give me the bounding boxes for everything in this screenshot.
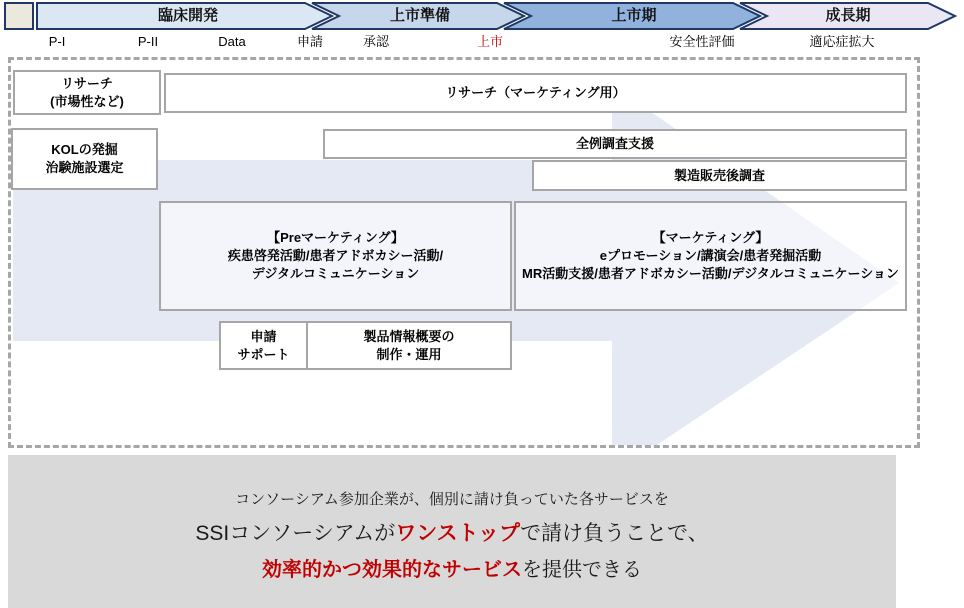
summary-panel	[8, 455, 896, 608]
service-box-line: 疾患啓発活動/患者アドボカシー活動/	[227, 248, 444, 263]
service-box-research-marketing	[164, 73, 907, 113]
phase-label-growth: 成長期	[825, 7, 871, 24]
milestone-safety-eval: 安全性評価	[669, 34, 735, 49]
service-box-line: eプロモーション/講演会/患者発掘活動	[599, 248, 822, 263]
service-map-panel	[8, 57, 920, 448]
milestone-approval: 承認	[362, 34, 390, 49]
service-box-line: 全例調査支援	[575, 136, 654, 151]
milestone-launch: 上市	[476, 34, 504, 49]
service-box-line: 制作・運用	[376, 346, 442, 362]
service-box-research-early	[13, 70, 161, 115]
service-box-line: 【Preマーケティング】	[267, 230, 404, 245]
service-box-line: 治験施設選定	[45, 160, 124, 175]
service-box-line: 製造販売後調査	[673, 167, 765, 183]
summary-line3-highlight: 効率的かつ効果的なサービス	[262, 559, 522, 581]
service-box-post-marketing-survey	[532, 160, 907, 191]
service-box-premarketing	[159, 201, 512, 311]
summary-line3	[8, 553, 896, 582]
service-box-line: リサーチ（マーケティング用）	[445, 85, 626, 100]
service-box-all-case-survey	[323, 129, 907, 159]
summary-line2-highlight: ワンストップ	[395, 522, 521, 545]
summary-line2-post: で請け負うことで、	[520, 522, 709, 545]
phase-label-launch-prep: 上市準備	[389, 7, 451, 24]
service-box-application-support	[219, 321, 308, 370]
service-box-marketing	[514, 201, 907, 311]
phase-label-clinical: 臨床開発	[157, 7, 219, 24]
milestone-p2: P-II	[137, 34, 159, 49]
service-box-kol	[11, 128, 158, 190]
summary-line2-pre: SSIコンソーシアムが	[195, 522, 396, 545]
summary-line2	[8, 517, 896, 547]
service-box-line: KOLの発掘	[51, 142, 118, 157]
service-box-product-info	[306, 321, 512, 370]
service-box-line: サポート	[237, 346, 290, 362]
milestone-application: 申請	[296, 34, 324, 49]
milestone-data: Data	[218, 34, 246, 49]
summary-line1: コンソーシアム参加企業が、個別に請け負っていた各サービスを	[235, 491, 669, 508]
timeline-chevrons	[0, 0, 964, 32]
service-box-line: (市場性など)	[50, 93, 124, 109]
milestone-indication-expansion: 適応症拡大	[809, 34, 875, 49]
service-box-line: 製品情報概要の	[363, 328, 455, 344]
service-box-line: 申請	[250, 328, 277, 344]
phase-label-launch: 上市期	[611, 7, 657, 24]
summary-line3-post: を提供できる	[522, 559, 642, 581]
service-box-line: 【マーケティング】	[652, 230, 769, 245]
service-box-line: デジタルコミュニケーション	[251, 266, 420, 281]
service-box-line: リサーチ	[61, 75, 113, 91]
service-box-line: MR活動支援/患者アドボカシー活動/デジタルコミュニケーション	[522, 266, 899, 281]
timeline-start-square	[5, 3, 33, 29]
milestone-p1: P-I	[48, 34, 66, 49]
